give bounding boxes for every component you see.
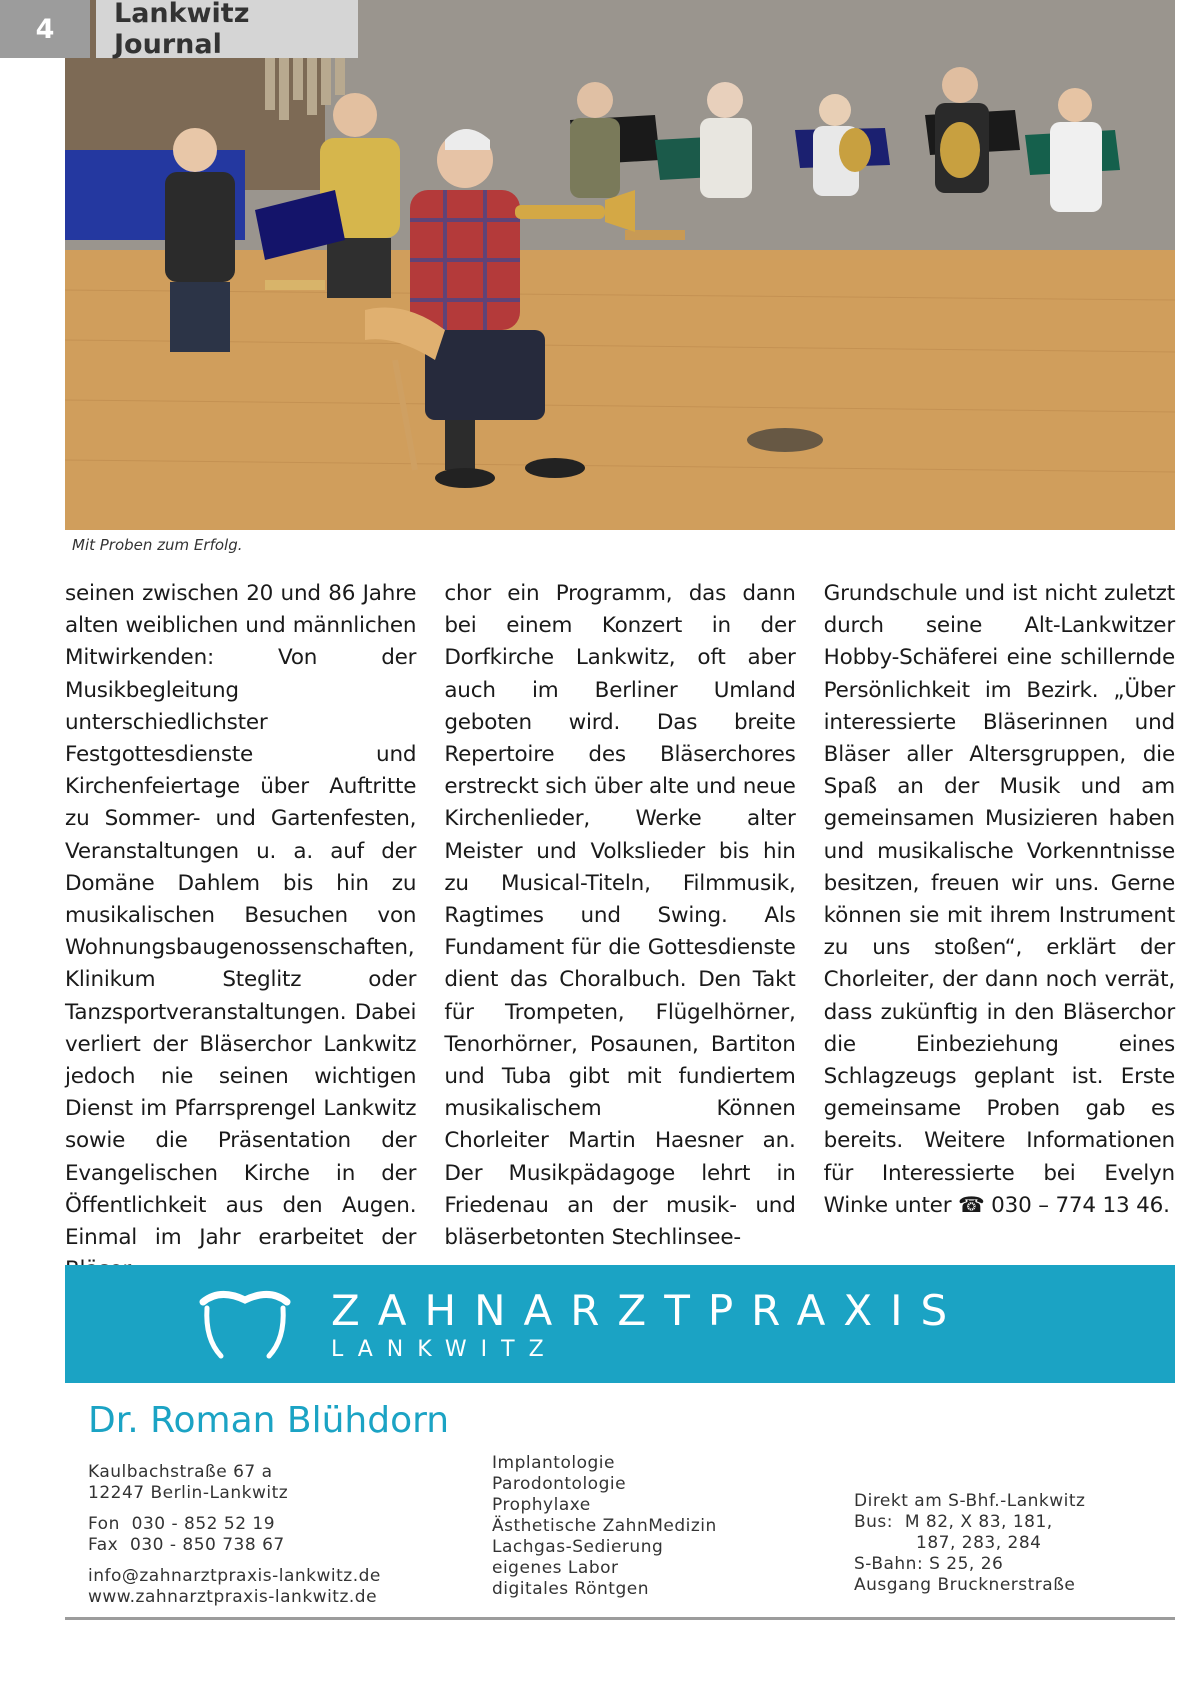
address-line: 12247 Berlin-Lankwitz [88, 1483, 289, 1503]
article-column-3: Grundschule und ist nicht zuletzt durch seine Alt-Lankwitzer Hobby-Schäferei eine schillernde Persönlichkeit im Bezirk. „Über interessierte Bläserinnen und Bläser aller Altersgruppen, die Spaß an der Musik und am gemeinsamen Musizieren haben und musikalische Vorkenntnisse besitzen, freuen wir uns. Gerne können sie mit ihrem Instrument zu uns stoßen“, erklärt der Chorleiter, der dann noch verrät, dass zukünftig in den Bläserchor die Einbeziehung eines Schlagzeugs geplant ist. Erste gemeinsame Proben gab es bereits. Weitere Informationen für Interessierte bei Evelyn Winke unter ☎ 030 – 774 13 46. [823, 581, 1175, 1218]
website-link[interactable]: www.zahnarztpraxis-lankwitz.de [88, 1587, 378, 1607]
ad-services-list [492, 1453, 812, 1600]
service-item: Parodontologie [492, 1474, 627, 1494]
journal-title: Lankwitz Journal [96, 0, 358, 58]
transit-line: S-Bahn: S 25, 26 [854, 1554, 1004, 1574]
address-line: Kaulbachstraße 67 a [88, 1462, 273, 1482]
ad-contact-block [88, 1462, 448, 1608]
article-photo [65, 0, 1175, 530]
service-item: Ästhetische ZahnMedizin [492, 1516, 717, 1536]
transit-line: Ausgang Brucknerstraße [854, 1575, 1076, 1595]
photo-caption: Mit Proben zum Erfolg. [72, 536, 243, 554]
article-column-2: chor ein Programm, das dann bei einem Konzert in der Dorfkirche Lankwitz, oft aber auch im Berliner Umland geboten wird. Das breite Repertoire des Bläserchores erstreckt sich über alte und neue Kirchenlieder, Werke alter Meister und Volkslieder bis hin zu Musical-Titeln, Filmmusik, Ragtimes und Swing. Als Fundament für die Gottesdienste dient das Choralbuch. Den Takt für Trompeten, Flügelhörner, Tenorhörner, Posaunen, Bartiton und Tuba gibt mit fundiertem musikalischem Können Chorleiter Martin Haesner an. Der Musikpädagoge lehrt in Friedenau an der musik- und bläserbetonten Stechlinsee- [444, 581, 796, 1251]
transit-line: Direkt am S-Bhf.-Lankwitz [854, 1491, 1086, 1511]
fax-line: Fax 030 - 850 738 67 [88, 1535, 285, 1555]
phone-line: Fon 030 - 852 52 19 [88, 1514, 276, 1534]
service-item: eigenes Labor [492, 1558, 619, 1578]
tooth-logo-icon [195, 1284, 295, 1364]
ad-brand-subtitle: LANKWITZ [331, 1337, 558, 1362]
service-item: digitales Röntgen [492, 1579, 649, 1599]
email-link[interactable]: info@zahnarztpraxis-lankwitz.de [88, 1566, 381, 1586]
service-item: Prophylaxe [492, 1495, 591, 1515]
ad-brand [331, 1286, 965, 1362]
article-column-1: seinen zwischen 20 und 86 Jahre alten weiblichen und männlichen Mitwirkenden: Von der Musikbegleitung unterschiedlichster Festgottesdienste und Kirchenfeiertage über Auftritte zu Sommer- und Gartenfesten, Veranstaltungen u. a. auf der Domäne Dahlem bis hin zu musikalischen Besuchen von Wohnungsbaugenossenschaften, Klinikum Steglitz oder Tanzsportveranstaltungen. Dabei verliert der Bläserchor Lankwitz jedoch nie seinen wichtigen Dienst im Pfarrsprengel Lankwitz sowie die Präsentation der Evangelischen Kirche in der Öffentlichkeit aus den Augen. Einmal im Jahr erarbeitet der [65, 581, 417, 1251]
transit-line: 187, 283, 284 [916, 1533, 1042, 1553]
dental-ad-banner [65, 1265, 1175, 1383]
article-body [65, 578, 1175, 1251]
service-item: Implantologie [492, 1453, 615, 1473]
doctor-name: Dr. Roman Blühdorn [88, 1400, 450, 1441]
page-number: 4 [0, 0, 90, 58]
ad-transit-info [854, 1491, 1184, 1596]
transit-line: Bus: M 82, X 83, 181, [854, 1512, 1053, 1532]
ad-brand-title: ZAHNARZTPRAXIS [331, 1286, 966, 1335]
bottom-divider [65, 1617, 1175, 1620]
service-item: Lachgas-Sedierung [492, 1537, 664, 1557]
